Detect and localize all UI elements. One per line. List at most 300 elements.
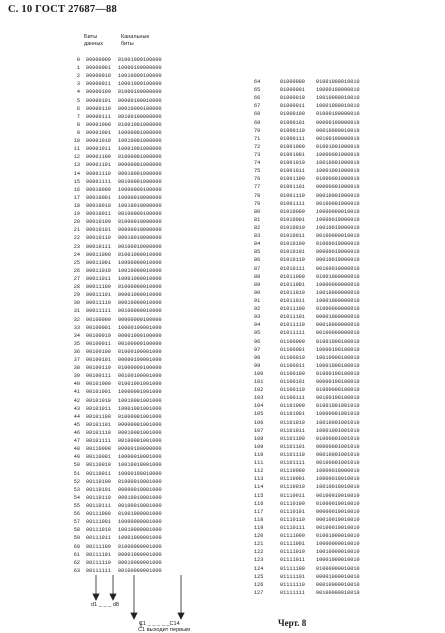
row-number: 90: [254, 289, 261, 296]
row-number: 55: [73, 503, 80, 510]
row-number: 95: [254, 330, 261, 337]
channel-bits-cell: 01000001000000: [118, 154, 162, 161]
row-number: 91: [254, 297, 261, 304]
channel-bits-cell: 00100000010010: [316, 589, 360, 596]
channel-bits-cell: 01001000000010: [316, 273, 360, 280]
row-number: 57: [73, 519, 80, 526]
data-bits-cell: 01000101: [280, 119, 305, 126]
data-bits-cell: 01111000: [280, 533, 305, 540]
row-number: 79: [254, 200, 261, 207]
row-number: 32: [73, 316, 80, 323]
data-bits-cell: 00111010: [86, 527, 111, 534]
row-number: 81: [254, 216, 261, 223]
data-bits-cell: 01110111: [280, 525, 305, 532]
data-bits-cell: 00110000: [86, 446, 111, 453]
channel-bits-cell: 10010010000010: [316, 224, 360, 231]
row-number: 70: [254, 127, 261, 134]
row-number: 71: [254, 135, 261, 142]
row-number: 19: [73, 211, 80, 218]
channel-bits-cell: 10010001001000: [118, 397, 162, 404]
channel-bits-cell: 01001001000010: [316, 143, 360, 150]
column-header-channel-bits-text: Канальные биты: [121, 34, 150, 47]
channel-bits-cell: 10010000100000: [118, 73, 162, 80]
row-number: 27: [73, 275, 80, 282]
channel-bits-cell: 00010010000000: [118, 235, 162, 242]
row-number: 77: [254, 184, 261, 191]
row-number: 112: [254, 468, 264, 475]
data-bits-cell: 00011000: [86, 251, 111, 258]
channel-bits-cell: 01001000100000: [118, 57, 162, 63]
row-number: 97: [254, 346, 261, 353]
row-number: 11: [73, 146, 80, 153]
channel-bits-cell: 00100001000010: [316, 200, 360, 207]
channel-bits-cell: 00000100100010: [316, 379, 360, 386]
channel-bits-cell: 10010000001000: [118, 527, 162, 534]
data-bits-cell: 00111000: [86, 511, 111, 518]
data-bits-cell: 00111101: [86, 551, 111, 558]
channel-bits-cell: 01001001000000: [118, 121, 162, 128]
data-bits-cell: 01111011: [280, 557, 305, 564]
data-bits-cell: 00100101: [86, 357, 111, 364]
row-number: 16: [73, 186, 80, 193]
data-bits-cell: 01011101: [280, 314, 305, 321]
row-number: 1: [76, 65, 80, 72]
row-number: 12: [73, 154, 80, 161]
row-number: 63: [73, 567, 80, 574]
data-bits-cell: 00101110: [86, 430, 111, 437]
row-number: 40: [73, 381, 80, 388]
channel-bits-cell: 01000001001010: [316, 435, 360, 442]
data-bits-cell: 00101100: [86, 413, 111, 420]
data-bits-cell: 01100001: [280, 346, 305, 353]
row-number: 44: [73, 413, 80, 420]
row-number: 69: [254, 119, 261, 126]
data-bits-cell: 00110011: [86, 470, 111, 477]
row-number: 113: [254, 476, 264, 483]
data-bits-cell: 01110100: [280, 500, 305, 507]
row-number: 20: [73, 219, 80, 226]
data-bits-cell: 00100110: [86, 365, 111, 372]
row-number: 24: [73, 251, 80, 258]
channel-bits-cell: 00100000100000: [118, 211, 162, 218]
channel-bits-cell: 01001001001010: [316, 403, 360, 410]
row-number: 15: [73, 178, 80, 185]
row-number: 58: [73, 527, 80, 534]
data-bits-cell: 01001111: [280, 200, 305, 207]
data-bits-cell: 00100111: [86, 373, 111, 380]
channel-bits-cell: 01000100100010: [316, 370, 360, 377]
data-bits-cell: 01000100: [280, 111, 305, 118]
row-number: 56: [73, 511, 80, 518]
channel-bits-cell: 10010010000000: [118, 202, 162, 209]
channel-bits-cell: 00100100100010: [316, 395, 360, 402]
data-bits-cell: 00100001: [86, 324, 111, 331]
row-number: 78: [254, 192, 261, 199]
data-bits-cell: 00001011: [86, 146, 111, 153]
channel-bits-cell: 00100000001000: [118, 567, 162, 574]
channel-bits-cell: 00100001001010: [316, 460, 360, 467]
data-bits-cell: 01011011: [280, 297, 305, 304]
channel-bits-cell: 00000000100000: [118, 316, 162, 323]
row-number: 114: [254, 484, 264, 491]
channel-bits-cell: 10010000010010: [316, 95, 360, 102]
channel-bits-cell: 10001000001000: [118, 535, 162, 542]
channel-bits-cell: 00100010010010: [316, 492, 360, 499]
row-number: 107: [254, 427, 264, 434]
data-bits-cell: 01101111: [280, 460, 305, 467]
row-number: 67: [254, 103, 261, 110]
channel-bits-cell: 00010010010010: [316, 516, 360, 523]
channel-bits-cell: 00001000010010: [316, 573, 360, 580]
data-bits-cell: 01101000: [280, 403, 305, 410]
row-number: 51: [73, 470, 80, 477]
channel-bits-cell: 10010001001010: [316, 419, 360, 426]
row-number: 76: [254, 176, 261, 183]
row-number: 26: [73, 267, 80, 274]
channel-bits-cell: 00001000100000: [118, 332, 162, 339]
channel-bits-cell: 10000010000000: [118, 194, 162, 201]
data-bits-cell: 00110101: [86, 486, 111, 493]
data-bits-cell: 00000010: [86, 73, 111, 80]
channel-bits-cell: 01001000010000: [118, 251, 162, 258]
page-header: С. 10 ГОСТ 27687—88: [8, 4, 117, 15]
channel-bits-cell: 00100000010010: [316, 233, 360, 240]
row-number: 65: [254, 87, 261, 94]
channel-bits-cell: 10001000100000: [118, 81, 162, 88]
row-number: 102: [254, 387, 264, 394]
data-bits-cell: 01000011: [280, 103, 305, 110]
data-bits-cell: 01101110: [280, 452, 305, 459]
channel-bits-cell: 01000000010000: [118, 284, 162, 291]
data-bits-cell: 00010110: [86, 235, 111, 242]
channel-bits-cell: 10000100001000: [118, 324, 162, 331]
row-number: 33: [73, 324, 80, 331]
row-number: 99: [254, 362, 261, 369]
data-bits-cell: 01001011: [280, 168, 305, 175]
data-bits-cell: 00110111: [86, 503, 111, 510]
data-bits-cell: 00101010: [86, 397, 111, 404]
row-number: 72: [254, 143, 261, 150]
row-number: 126: [254, 581, 264, 588]
row-number: 5: [76, 97, 80, 104]
row-number: 8: [76, 121, 80, 128]
data-bits-cell: 00001100: [86, 154, 111, 161]
row-number: 84: [254, 241, 261, 248]
row-number: 2: [76, 73, 80, 80]
data-bits-cell: 00100010: [86, 332, 111, 339]
row-number: 64: [254, 79, 261, 85]
data-bits-cell: 00001111: [86, 178, 111, 185]
channel-bits-cell: 00100000100000: [118, 340, 162, 347]
channel-bits-cell: 10000100100010: [316, 346, 360, 353]
row-number: 35: [73, 340, 80, 347]
row-number: 62: [73, 559, 80, 566]
channel-bits-cell: 01000001001000: [118, 413, 162, 420]
channel-bits-cell: 00100010010010: [316, 525, 360, 532]
channel-bits-cell: 00000001001000: [118, 421, 162, 428]
row-number: 109: [254, 443, 264, 450]
channel-bits-cell: 01001000001000: [118, 511, 162, 518]
row-number: 48: [73, 446, 80, 453]
row-number: 36: [73, 348, 80, 355]
channel-bits-cell: 10000100000010: [316, 87, 360, 94]
row-number: 43: [73, 405, 80, 412]
row-number: 60: [73, 543, 80, 550]
data-bits-cell: 01111111: [280, 589, 305, 596]
channel-bits-cell: 00001000010000: [118, 292, 162, 299]
label-channel-bits-range: C1 _ _ _ _ _C14: [139, 621, 180, 627]
data-bits-cell: 01110101: [280, 508, 305, 515]
data-bits-cell: 00011010: [86, 267, 111, 274]
channel-bits-cell: 00000001001010: [316, 443, 360, 450]
channel-bits-cell: 10001001000010: [316, 168, 360, 175]
data-bits-cell: 01010101: [280, 249, 305, 256]
row-number: 54: [73, 494, 80, 501]
row-number: 4: [76, 89, 80, 96]
data-bits-cell: 00001001: [86, 129, 111, 136]
data-bits-cell: 00001000: [86, 121, 111, 128]
data-bits-cell: 01111100: [280, 565, 305, 572]
row-number: 121: [254, 541, 264, 548]
channel-bits-cell: 00100001001000: [118, 438, 162, 445]
data-bits-cell: 01011001: [280, 281, 305, 288]
data-bits-cell: 00101011: [86, 405, 111, 412]
data-bits-cell: 01101100: [280, 435, 305, 442]
row-number: 85: [254, 249, 261, 256]
data-bits-cell: 00011001: [86, 259, 111, 266]
data-bits-cell: 00111100: [86, 543, 111, 550]
data-bits-cell: 01101011: [280, 427, 305, 434]
data-bits-cell: 00010001: [86, 194, 111, 201]
data-bits-cell: 00101111: [86, 438, 111, 445]
row-number: 45: [73, 421, 80, 428]
data-bits-cell: 00110001: [86, 454, 111, 461]
channel-bits-cell: 00010000010010: [316, 127, 360, 134]
channel-bits-cell: 00100100001000: [118, 373, 162, 380]
row-number: 118: [254, 516, 264, 523]
row-number: 105: [254, 411, 264, 418]
channel-bits-cell: 01000000000010: [316, 306, 360, 313]
channel-bits-cell: 10000000010010: [316, 541, 360, 548]
channel-bits-cell: 10001001000000: [118, 146, 162, 153]
channel-bits-cell: 10000100010000: [118, 470, 162, 477]
row-number: 92: [254, 306, 261, 313]
row-number: 18: [73, 202, 80, 209]
row-number: 103: [254, 395, 264, 402]
channel-bits-cell: 00000010000010: [316, 249, 360, 256]
row-number: 98: [254, 354, 261, 361]
row-number: 53: [73, 486, 80, 493]
channel-bits-cell: 00000010001000: [118, 486, 162, 493]
channel-bits-cell: 00010001000000: [118, 170, 162, 177]
data-bits-cell: 00011111: [86, 308, 111, 315]
channel-bits-cell: 01000100000000: [118, 89, 162, 96]
channel-bits-cell: 10000010000010: [316, 216, 360, 223]
channel-bits-cell: 10000010001000: [118, 454, 162, 461]
row-number: 82: [254, 224, 261, 231]
data-bits-cell: 01111001: [280, 541, 305, 548]
row-number: 10: [73, 138, 80, 145]
data-bits-cell: 00100100: [86, 348, 111, 355]
channel-bits-cell: 00000100001000: [118, 357, 162, 364]
data-bits-cell: 00000101: [86, 97, 111, 104]
row-number: 0: [76, 57, 80, 63]
data-bits-cell: 00101000: [86, 381, 111, 388]
channel-bits-cell: 01001000010010: [316, 533, 360, 540]
row-number: 122: [254, 549, 264, 556]
data-bits-cell: 00110100: [86, 478, 111, 485]
data-bits-cell: 00101001: [86, 389, 111, 396]
row-number: 87: [254, 265, 261, 272]
row-number: 120: [254, 533, 264, 540]
data-bits-cell: 01111110: [280, 581, 305, 588]
arrow-head-d-right: [110, 594, 116, 600]
channel-bits-cell: 00000001000010: [316, 184, 360, 191]
data-bits-cell: 00111110: [86, 559, 111, 566]
data-bits-cell: 00010100: [86, 219, 111, 226]
row-number: 93: [254, 314, 261, 321]
channel-bits-cell: 01000100000010: [316, 111, 360, 118]
row-number: 49: [73, 454, 80, 461]
channel-bits-cell: 00010000010000: [118, 300, 162, 307]
data-bits-cell: 01101101: [280, 443, 305, 450]
channel-bits-cell: 00100000010000: [118, 308, 162, 315]
data-bits-cell: 00010010: [86, 202, 111, 209]
row-number: 75: [254, 168, 261, 175]
row-number: 89: [254, 281, 261, 288]
channel-bits-cell: 00010000010010: [316, 581, 360, 588]
channel-bits-cell: 01000000001000: [118, 543, 162, 550]
channel-bits-cell: 00001000001000: [118, 551, 162, 558]
arrow-head-c-right: [178, 613, 184, 619]
row-number: 31: [73, 308, 80, 315]
channel-bits-cell: 10000000001000: [118, 519, 162, 526]
channel-bits-cell: 10000001001000: [118, 389, 162, 396]
data-bits-cell: 01110000: [280, 468, 305, 475]
channel-bits-cell: 00010000000010: [316, 322, 360, 329]
data-bits-cell: 00011011: [86, 275, 111, 282]
data-bits-cell: 01010110: [280, 257, 305, 264]
data-bits-cell: 00101101: [86, 421, 111, 428]
channel-bits-cell: 00010001000010: [316, 192, 360, 199]
channel-bits-cell: 00100100000000: [118, 113, 162, 120]
data-bits-cell: 00010011: [86, 211, 111, 218]
channel-bits-cell: 00100001000000: [118, 178, 162, 185]
data-bits-cell: 00111011: [86, 535, 111, 542]
data-bits-cell: 01010010: [280, 224, 305, 231]
row-number: 106: [254, 419, 264, 426]
data-bits-cell: 01010100: [280, 241, 305, 248]
channel-bits-cell: 00000100000010: [316, 119, 360, 126]
channel-bits-cell: 01000001000010: [316, 176, 360, 183]
channel-bits-cell: 00100010001000: [118, 503, 162, 510]
data-bits-cell: 00011110: [86, 300, 111, 307]
data-bits-cell: 00100000: [86, 316, 111, 323]
row-number: 9: [76, 129, 80, 136]
row-number: 50: [73, 462, 80, 469]
row-number: 110: [254, 452, 264, 459]
data-bits-cell: 01111010: [280, 549, 305, 556]
channel-bits-cell: 10000001000000: [118, 129, 162, 136]
data-bits-cell: 01010001: [280, 216, 305, 223]
row-number: 115: [254, 492, 264, 499]
channel-bits-cell: 01001001001000: [118, 381, 162, 388]
channel-bits-cell: 00000010000000: [118, 227, 162, 234]
data-bits-cell: 01000010: [280, 95, 305, 102]
data-bits-cell: 01100100: [280, 370, 305, 377]
row-number: 74: [254, 160, 261, 167]
channel-bits-cell: 10010001000000: [118, 138, 162, 145]
channel-bits-cell: 01001000100010: [316, 338, 360, 345]
row-number: 52: [73, 478, 80, 485]
data-bits-cell: 00111001: [86, 519, 111, 526]
row-number: 3: [76, 81, 80, 88]
data-bits-cell: 01100000: [280, 338, 305, 345]
channel-bits-cell: 10010010001000: [118, 462, 162, 469]
row-number: 96: [254, 338, 261, 345]
data-bits-cell: 00000000: [86, 57, 111, 63]
data-bits-cell: 01010111: [280, 265, 305, 272]
data-bits-cell: 01010000: [280, 208, 305, 215]
data-bits-cell: 00011101: [86, 292, 111, 299]
data-bits-cell: 01001001: [280, 151, 305, 158]
data-bits-cell: 01110110: [280, 516, 305, 523]
data-bits-cell: 00001010: [86, 138, 111, 145]
data-bits-cell: 01011000: [280, 273, 305, 280]
data-bits-cell: 00010101: [86, 227, 111, 234]
data-bits-cell: 00110110: [86, 494, 111, 501]
channel-bits-cell: 00100010000000: [118, 243, 162, 250]
data-bits-cell: 01011100: [280, 306, 305, 313]
channel-bits-cell: 00010010001000: [118, 494, 162, 501]
data-bits-cell: 01100010: [280, 354, 305, 361]
data-bits-cell: 00011100: [86, 284, 111, 291]
row-number: 101: [254, 379, 264, 386]
data-bits-cell: 01000110: [280, 127, 305, 134]
row-number: 39: [73, 373, 80, 380]
arrow-head-d-left: [93, 594, 99, 600]
data-bits-cell: 01001100: [280, 176, 305, 183]
row-number: 73: [254, 151, 261, 158]
channel-bits-cell: 00001000000010: [316, 314, 360, 321]
row-number: 29: [73, 292, 80, 299]
row-number: 61: [73, 551, 80, 558]
row-number: 21: [73, 227, 80, 234]
data-bits-cell: 01010011: [280, 233, 305, 240]
channel-bits-cell: 00010001001000: [118, 430, 162, 437]
data-bits-cell: 00000001: [86, 65, 111, 72]
channel-bits-cell: 01000000100000: [118, 365, 162, 372]
channel-bits-cell: 10001000000010: [316, 297, 360, 304]
data-bits-cell: 01001101: [280, 184, 305, 191]
channel-bits-cell: 00010000001000: [118, 559, 162, 566]
data-bits-cell: 01000001: [280, 87, 305, 94]
row-number: 100: [254, 370, 264, 377]
channel-bits-cell: 10000001001010: [316, 411, 360, 418]
channel-bits-cell: 10000000010010: [316, 208, 360, 215]
channel-bits-cell: 01000010010010: [316, 500, 360, 507]
data-bits-cell: 01100101: [280, 379, 305, 386]
column-header-data-bits-text: Биты данных: [84, 34, 104, 47]
data-bits-cell: 00110010: [86, 462, 111, 469]
data-bits-cell: 00010111: [86, 243, 111, 250]
data-bits-cell: 01001110: [280, 192, 305, 199]
channel-bits-cell: 00100010000010: [316, 265, 360, 272]
channel-bits-cell: 10000000100000: [118, 186, 162, 193]
label-data-bits-range: d1 _ _ _ d8: [91, 602, 119, 608]
arrow-head-c-left: [131, 613, 137, 619]
row-number: 37: [73, 357, 80, 364]
